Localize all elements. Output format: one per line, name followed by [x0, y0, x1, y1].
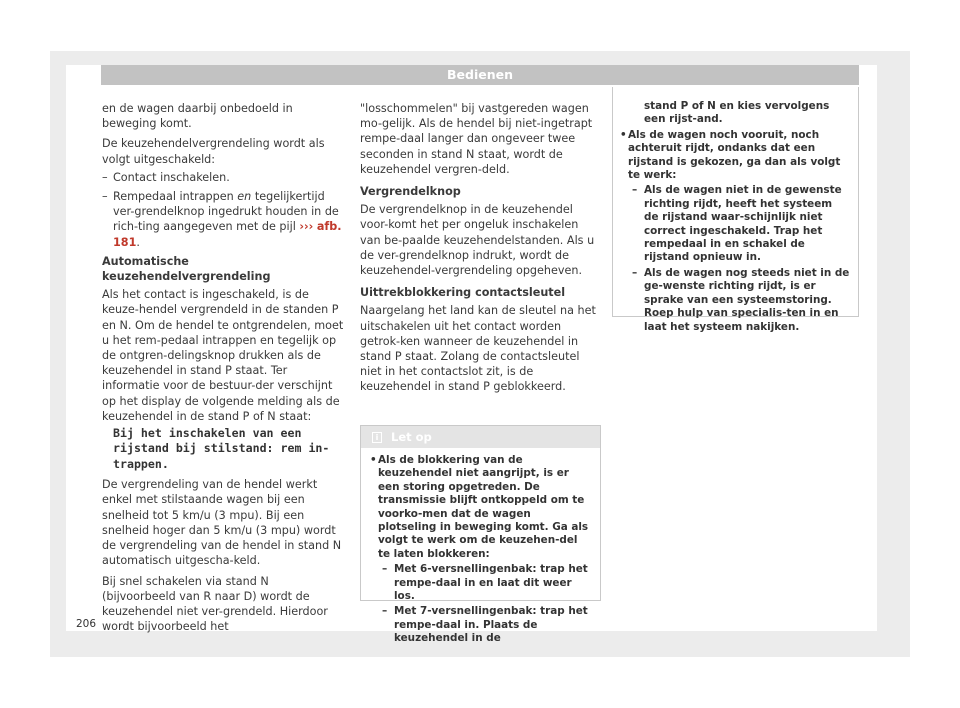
list-item-text: Als de blokkering van de keuzehendel niet aangrijpt, is er een storing opgetreden. De transmissie blijft ontkoppeld om te voorko-men dat de wagen plotseling in beweging komt. Ga als volgt te werk om de keuzehen-del te laten blokkeren:	[378, 454, 589, 560]
list-item-text: stand P of N en kies vervolgens een rijst-and.	[644, 100, 830, 126]
list-item	[370, 454, 592, 561]
bullet-mark: •	[620, 128, 627, 141]
list-item-text: Met 7-versnellingenbak: trap het rempe-daal in. Plaats de keuzehendel in de	[394, 605, 588, 645]
list-item-text: Met 6-versnellingenbak: trap het rempe-daal in en laat dit weer los.	[394, 563, 588, 603]
column-left	[102, 101, 344, 639]
sub-list-item	[370, 605, 592, 645]
sub-list-item	[370, 563, 592, 603]
list-item-text: Contact inschakelen.	[113, 170, 230, 184]
section-heading: Automatische keuzehendelvergrendeling	[102, 254, 271, 284]
paragraph: De vergrendeling van de hendel werkt enkel met stilstaande wagen bij een snelheid tot 5 km/u (3 mpu). Bij een snelheid hoger dan 5 km/u (3 mpu) wordt de vergrendeling van de hendel in stand N automatisch uitgescha-keld.	[102, 478, 342, 568]
list-item-text: Als de wagen nog steeds niet in de ge-wenste richting rijdt, is er sprake van een systeemstoring. Roep hulp van specialis-ten in en laat het systeem nakijken.	[644, 266, 850, 333]
section-header: Bedienen	[101, 65, 859, 85]
sub-list-item	[620, 267, 850, 334]
paragraph: Bij snel schakelen via stand N (bijvoorbeeld van R naar D) wordt de keuzehendel niet ver-grendeld. Hierdoor wordt bijvoorbeeld het	[102, 574, 328, 634]
list-item-text: Als de wagen niet in de gewenste richting rijdt, heeft het systeem de rijstand waar-schijnlijk niet correct ingeschakeld. Trap het rempedaal in en schakel de rijstand opnieuw in.	[644, 184, 842, 264]
dash-mark: –	[632, 266, 638, 279]
note-body	[613, 87, 858, 334]
note-header	[361, 426, 600, 448]
dash-mark: –	[102, 170, 108, 184]
page-number: 206	[76, 618, 97, 630]
text-run: tegelijkertijd ver-grendelknop ingedrukt houden in de rich-ting aangegeven met de pijl	[113, 190, 339, 234]
list-item-text	[113, 189, 344, 250]
text-run: Rempedaal intrappen	[113, 190, 238, 204]
figure-link[interactable]: afb. 181	[113, 220, 342, 249]
column-middle	[360, 101, 602, 400]
reference-arrows: ›››	[299, 220, 314, 234]
paragraph: Naargelang het land kan de sleutel na het uitschakelen uit het contact worden getrok-ken wanneer de keuzehendel in stand P staat. Zolang de contactsleutel niet in het contactslot zit, is de keuzehendel in stand P geblokkeerd.	[360, 304, 596, 394]
paragraph: "losschommelen" bij vastgereden wagen mo-gelijk. Als de hendel bij niet-ingetrapt rempe-daal langer dan ongeveer twee seconden in stand N staat, wordt de keuzehendel vergren-deld.	[360, 102, 593, 176]
paragraph: De vergrendelknop in de keuzehendel voor-komt het per ongeluk inschakelen van be-paalde keuzehendelstanden. Als u de ver-grendelknop indrukt, wordt de keuzehendel-vergrendeling opgeheven.	[360, 203, 595, 278]
note-body	[361, 448, 600, 646]
warning-note-continued	[612, 87, 859, 333]
emphasis: en	[237, 190, 252, 204]
section-heading: Vergrendelknop	[360, 185, 461, 199]
warning-note	[360, 425, 601, 645]
section-heading: Uittrekblokkering contactsleutel	[360, 286, 566, 300]
info-icon: i	[372, 432, 382, 443]
paragraph: De keuzehendelvergrendeling wordt als volgt uitgeschakeld:	[102, 137, 325, 166]
dash-mark: –	[632, 184, 638, 197]
paragraph: en de wagen daarbij onbedoeld in beweging komt.	[102, 102, 293, 131]
bullet-mark: •	[370, 454, 377, 466]
paragraph: Als het contact is ingeschakeld, is de keuze-hendel vergrendeld in de standen P en N. Om de hendel te ontgrendelen, moet u het rem-pedaal intrappen en tegelijk op de ontgren-delingsknop drukken als de keuzehendel in stand P staat. Ter informatie voor de bestuur-der verschijnt op het display de volgende melding als de keuzehendel in de stand P of N staat:	[102, 288, 344, 423]
list-item-text: Als de wagen noch vooruit, noch achteruit rijdt, ondanks dat een rijstand is gekozen, ga dan als volgt te werk:	[628, 128, 841, 182]
display-message: Bij het inschakelen van een rijstand bij stilstand: rem in-trappen.	[113, 426, 330, 471]
sub-list-item	[620, 184, 850, 264]
list-item	[102, 189, 344, 250]
dash-mark: –	[382, 605, 388, 618]
text-run: .	[136, 235, 140, 249]
list-item	[620, 129, 850, 183]
note-title: Let op	[391, 430, 432, 444]
dash-mark: –	[102, 190, 108, 204]
dash-mark: –	[382, 563, 388, 576]
list-item	[102, 170, 344, 185]
